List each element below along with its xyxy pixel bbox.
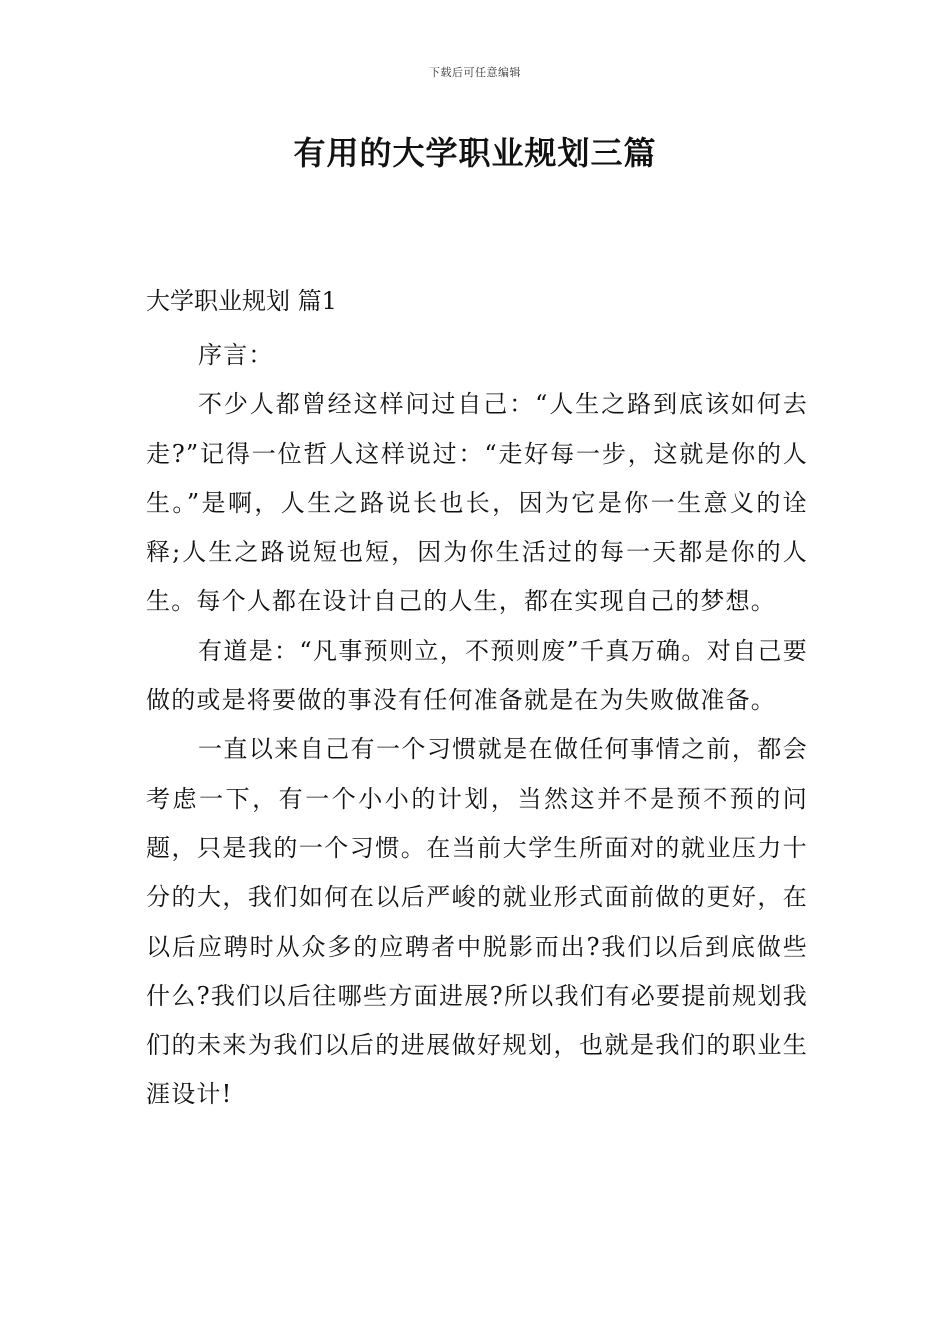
document-title: 有用的大学职业规划三篇 <box>293 134 657 172</box>
paragraph: 不少人都曾经这样问过自己：“人生之路到底该如何去走?”记得一位哲人这样说过：“走好每一步，这就是你的人生。”是啊，人生之路说长也长，因为它是你一生意义的诠释;人生之路说短也短，因为你生活过的每一天都是你的人生。每个人都在设计自己的人生，都在实现自己的梦想。 <box>146 390 808 616</box>
body-text <box>146 331 808 1120</box>
header-note: 下载后可任意编辑 <box>429 66 521 79</box>
section-heading: 大学职业规划 篇1 <box>146 287 337 315</box>
paragraph: 有道是：“凡事预则立，不预则废”千真万确。对自己要做的或是将要做的事没有任何准备就是在为失败做准备。 <box>146 636 808 715</box>
paragraph: 一直以来自己有一个习惯就是在做任何事情之前，都会考虑一下，有一个小小的计划，当然这并不是预不预的问题，只是我的一个习惯。在当前大学生所面对的就业压力十分的大，我们如何在以后严峻的就业形式面前做的更好，在以后应聘时从众多的应聘者中脱影而出?我们以后到底做些什么?我们以后往哪些方面进展?所以我们有必要提前规划我们的未来为我们以后的进展做好规划，也就是我们的职业生涯设计! <box>146 735 808 1109</box>
paragraph-preface-label: 序言： <box>198 341 274 369</box>
